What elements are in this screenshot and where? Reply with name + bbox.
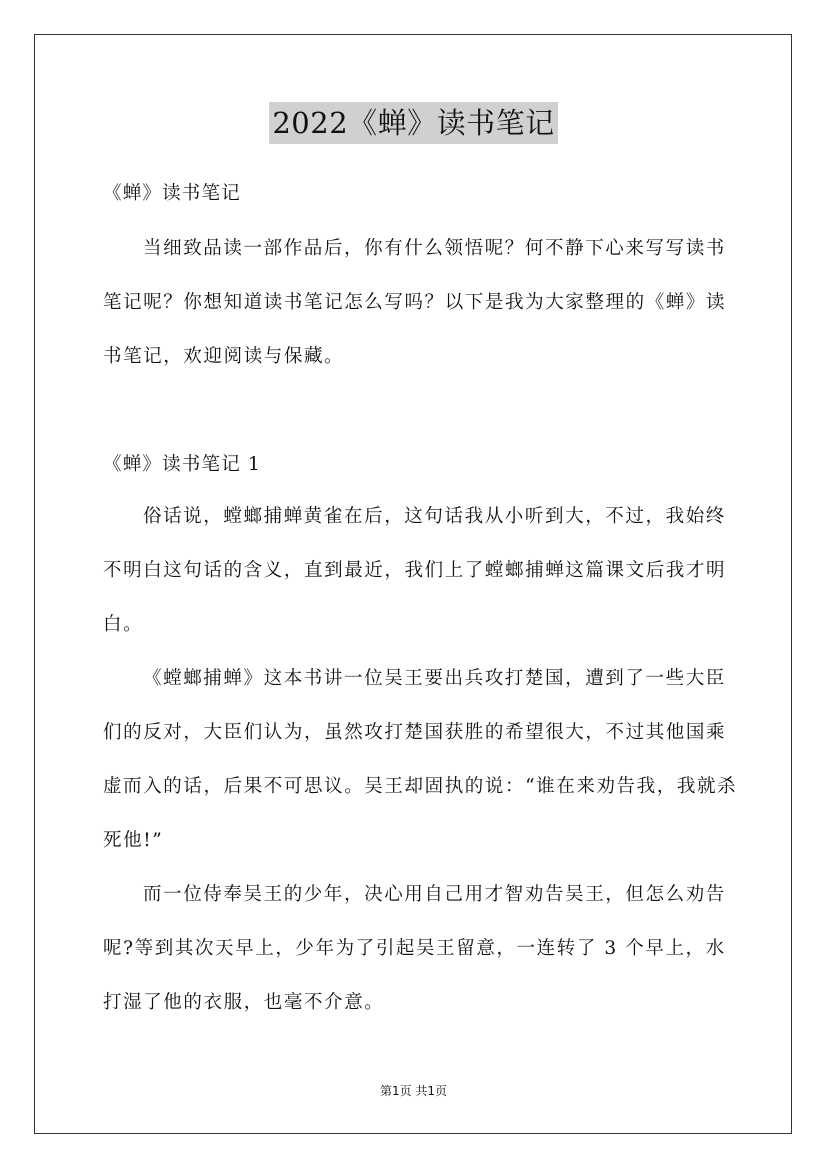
- body-paragraph-1: 俗话说，螳螂捕蝉黄雀在后，这句话我从小听到大，不过，我始终不明白这句话的含义，直到最近，我们上了螳螂捕蝉这篇课文后我才明白。: [103, 506, 727, 635]
- intro-section: [103, 222, 743, 384]
- intro-heading: 《蝉》读书笔记: [103, 183, 241, 204]
- page-footer: 第1页 共1页: [379, 1084, 448, 1098]
- document-title: 2022《蝉》读书笔记: [269, 102, 557, 144]
- section1-heading: 《蝉》读书笔记 1: [103, 454, 261, 475]
- body-paragraph-3: 而一位侍奉吴王的少年，决心用自己用才智劝告吴王，但怎么劝告呢?等到其次天早上，少年为了引起吴王留意，一连转了 3 个早上，水打湿了他的衣服，也毫不介意。: [103, 884, 726, 1013]
- title-container: [0, 102, 827, 144]
- section1-body: [103, 490, 743, 1030]
- intro-paragraph: 当细致品读一部作品后，你有什么领悟呢？何不静下心来写写读书笔记呢？你想知道读书笔记怎么写吗？以下是我为大家整理的《蝉》读书笔记，欢迎阅读与保藏。: [103, 238, 727, 367]
- body-paragraph-2: 《螳螂捕蝉》这本书讲一位吴王要出兵攻打楚国，遭到了一些大臣们的反对，大臣们认为，虽然攻打楚国获胜的希望很大，不过其他国乘虚而入的话，后果不可思议。吴王却固执的说：“谁在来劝告我，我就杀死他!”: [103, 668, 738, 851]
